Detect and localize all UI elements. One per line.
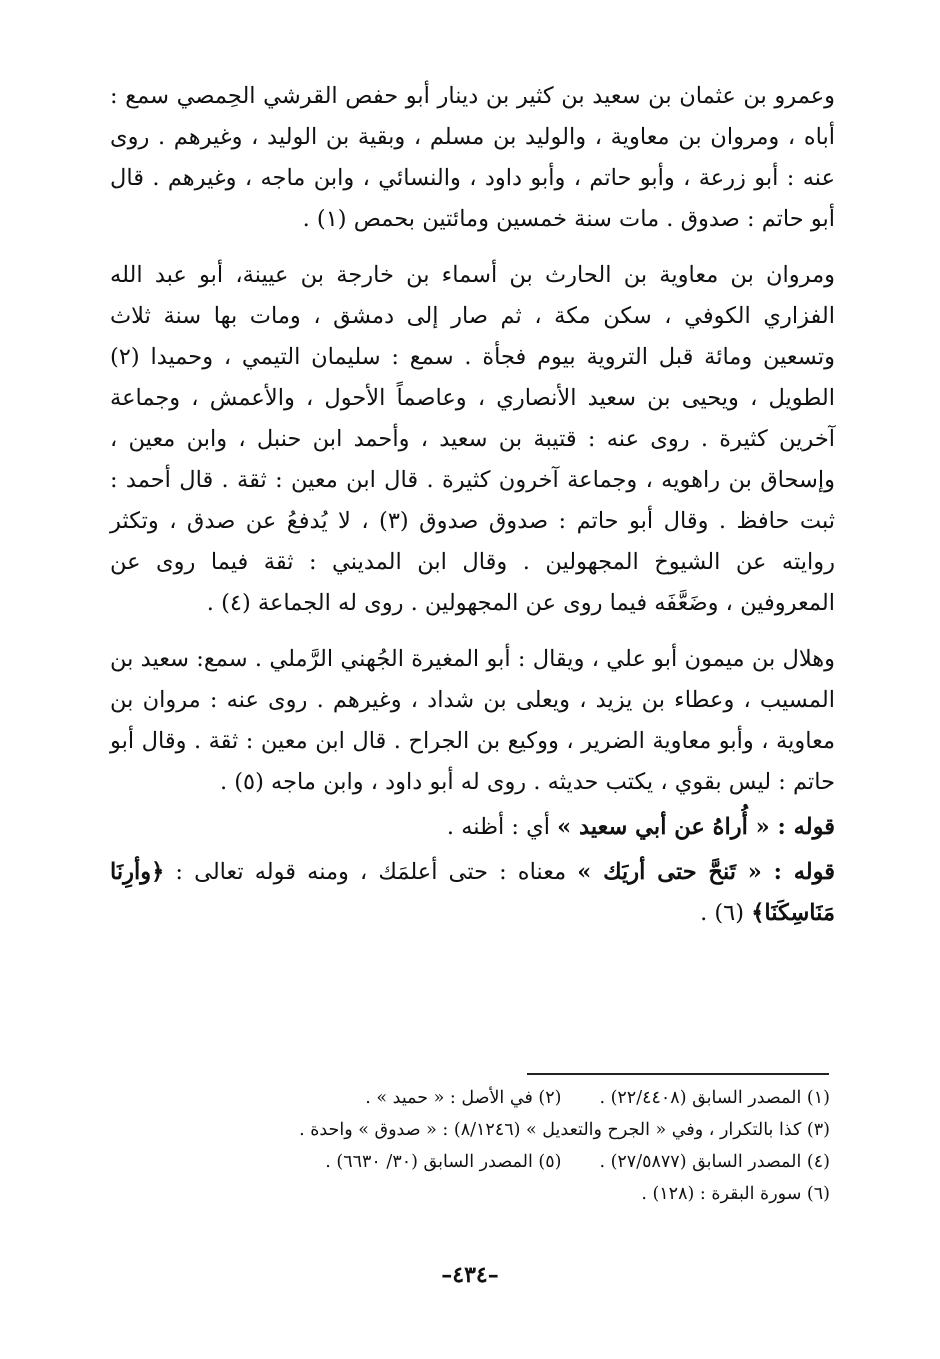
quote-2-phrase: قوله : « تَنحَّ حتى أريَك » — [577, 859, 835, 885]
footnote-1: (١) المصدر السابق (٢٢/٤٤٠٨) . — [599, 1088, 830, 1108]
paragraph-amr-ibn-uthman: وعمرو بن عثمان بن سعيد بن كثير بن دينار أبو حفص القرشي الحِمصي سمع : أباه ، ومروان بن معاوية ، والوليد بن مسلم ، وبقية بن الوليد ، وغيرهم . روى عنه : أبو زرعة ، وأبو حاتم ، وأبو داود ، والنسائي ، وابن ماجه ، وغيرهم . قال أبو حاتم : صدوق . مات سنة خمسين ومائتين بحمص (١) . — [110, 83, 835, 232]
footnote-line — [160, 1178, 830, 1210]
footnote-line — [160, 1082, 830, 1114]
footnote-divider — [527, 1073, 829, 1075]
footnote-line — [160, 1146, 830, 1178]
quote-line-1 — [110, 807, 835, 848]
quote-1-explanation: أي : أظنه . — [446, 814, 558, 840]
page-number: –٤٣٤– — [441, 1262, 499, 1288]
quote-1-phrase: قوله : « أُراهُ عن أبي سعيد » — [557, 814, 835, 840]
quran-verse: ﴿وأرِنَا مَنَاسِكَنَا﴾ — [110, 859, 835, 926]
footnote-6: (٦) سورة البقرة : (١٢٨) . — [641, 1184, 830, 1204]
paragraph-marwan-ibn-muawiya: ومروان بن معاوية بن الحارث بن أسماء بن خارجة بن عيينة، أبو عبد الله الفزاري الكوفي ، سكن مكة ، ثم صار إلى دمشق ، ومات بها سنة ثلاث وتسعين ومائة قبل التروية بيوم فجأة . سمع : سليمان التيمي ، وحميدا (٢) الطويل ، ويحيى بن سعيد الأنصاري ، وعاصماً الأحول ، والأعمش ، وجماعة آخرين كثيرة . روى عنه : قتيبة بن سعيد ، وأحمد ابن حنبل ، وابن معين ، وإسحاق بن راهويه ، وجماعة آخرون كثيرة . قال ابن معين : ثقة . قال أحمد : ثبت حافظ . وقال أبو حاتم : صدوق صدوق (٣) ، لا يُدفعُ عن صدق ، وتكثر روايته عن الشيوخ المجهولين . وقال ابن المديني : ثقة فيما روى عن المعروفين ، وضَعَّفَه فيما روى عن المجهولين . روى له الجماعة (٤) . — [110, 262, 836, 616]
quote-2-explanation: معناه : حتى أعلمَك ، ومنه قوله تعالى : — [164, 859, 578, 885]
quote-line-2 — [110, 852, 835, 934]
footnote-4: (٤) المصدر السابق (٢٧/٥٨٧٧) . — [599, 1152, 830, 1172]
footnote-2: (٢) في الأصل : « حميد » . — [365, 1088, 562, 1108]
footnotes — [160, 1082, 830, 1210]
footnote-3: (٣) كذا بالتكرار ، وفي « الجرح والتعديل » (٨/١٢٤٦) : « صدوق » واحدة . — [299, 1120, 830, 1140]
main-text — [110, 76, 835, 949]
footnote-5: (٥) المصدر السابق (٣٠/ ٦٦٣٠) . — [325, 1152, 562, 1172]
paragraph-hilal-ibn-maymun: وهلال بن ميمون أبو علي ، ويقال : أبو المغيرة الجُهني الرَّملي . سمع: سعيد بن المسيب ، وعطاء بن يزيد ، ويعلى بن شداد ، وغيرهم . روى عنه : مروان بن معاوية ، وأبو معاوية الضرير ، ووكيع بن الجراح . قال ابن معين : ثقة . وقال أبو حاتم : ليس بقوي ، يكتب حديثه . روى له أبو داود ، وابن ماجه (٥) . — [110, 646, 835, 795]
footnote-line — [160, 1114, 830, 1146]
quote-2-footnote-ref: (٦) . — [700, 900, 752, 926]
